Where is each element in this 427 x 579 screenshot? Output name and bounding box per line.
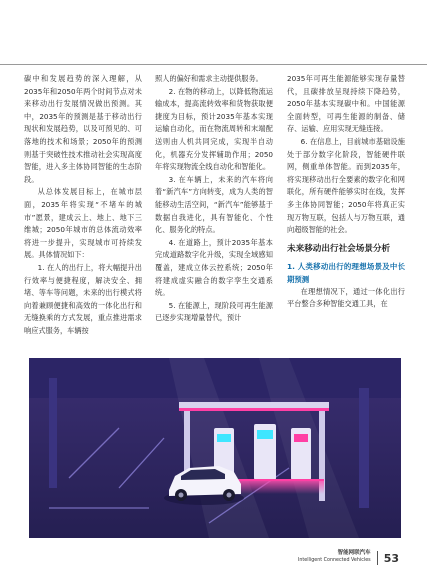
- paragraph: 2. 在物的移动上，以降低物流运输成本，提高流转效率和货物获取便捷度为目标，预计2035年基本实现运输自动化，而在物流周转和末端配送则由人机共同完成，实现半自动化，机器充分发挥辅助作用；2050年将实现物流全线自动化和智能化。: [155, 86, 273, 172]
- paragraph: 从总体发展目标上，在城市层面，2035年将实现“不堵车的城市”愿景，建成云上、地上、地下三维城；2050年城市的总体流动效率将进一步提升，实现城市可持续发展。具体情况如下：: [24, 187, 142, 260]
- brand-name-cn: 智能网联汽车: [337, 550, 371, 556]
- paragraph: 1. 在人的出行上，将大幅提升出行效率与便捷程度，解决安全、拥堵、等车等问题，未来的出行模式将向着兼顾便捷和高效的一体化出行和无缝换乘的方式发展，重点推进需求响应式服务，车辆按: [24, 262, 142, 335]
- illustration-svg: [29, 358, 401, 538]
- text-column-1: [24, 73, 142, 337]
- text-column-3: [287, 73, 405, 311]
- brand-name-en: Intelligent Connected Vehicles: [297, 558, 371, 563]
- top-rule: [0, 64, 427, 65]
- paragraph: 4. 在道路上，预计2035年基本完成道路数字化升级，实现全域感知覆盖，建成立体云控系统；2050年将建成虚实融合的数字孪生交通系统。: [155, 237, 273, 298]
- page-footer: [298, 549, 399, 565]
- paragraph: 照人的偏好和需求主动提供服务。: [155, 74, 263, 83]
- paragraph: 在理想情况下，通过一体化出行平台整合多种智能交通工具，在: [287, 286, 405, 309]
- footer-divider: [377, 551, 378, 565]
- publication-brand: [298, 549, 371, 565]
- text-column-2: [155, 73, 273, 325]
- section-title: 未来移动出行社会场景分析: [287, 243, 391, 254]
- page-number: 53: [383, 552, 399, 565]
- paragraph: 6. 在信息上，目前城市基础设施处于部分数字化阶段，智能硬件联网，侧重单体智能。而到2035年，将实现移动出行全要素的数字化和网联化，所有硬件能够实时在线，发挥多主体协同智能；2050年将真正实现万物互联，包括人与万物互联，通向超级智能的社会。: [287, 136, 405, 235]
- paragraph: 5. 在能源上，现阶段可再生能源已逐步实现增量替代，预计: [155, 300, 273, 323]
- paragraph: 2035年可再生能源能够实现存量替代，且碳排放呈现持续下降趋势，2050年基本实现碳中和。中国能源全面转型，可再生能源的制备、储存、运输、应用实现无缝连接。: [287, 74, 405, 134]
- subsection-title: 1. 人类移动出行的理想场景及中长期预测: [287, 261, 405, 284]
- smart-parking-illustration: [29, 358, 401, 538]
- paragraph: 碳中和发展趋势的深入理解，从2035年和2050年两个时间节点对未来移动出行发展情况做出预测。其中，2035年的预测是基于移动出行现状和发展趋势，以及可预见的、可落地的技术和场景；2050年的预测则基于突破性技术推动社会实现高度智能，进入多主体协同智能的生态阶段。: [24, 74, 142, 184]
- paragraph: 3. 在车辆上，未来的汽车将向着“新汽车”方向转变，成为人类的智能移动生活空间，“新汽车”能够基于数据自我进化，具有智能化、个性化、服务化的特点。: [155, 174, 273, 235]
